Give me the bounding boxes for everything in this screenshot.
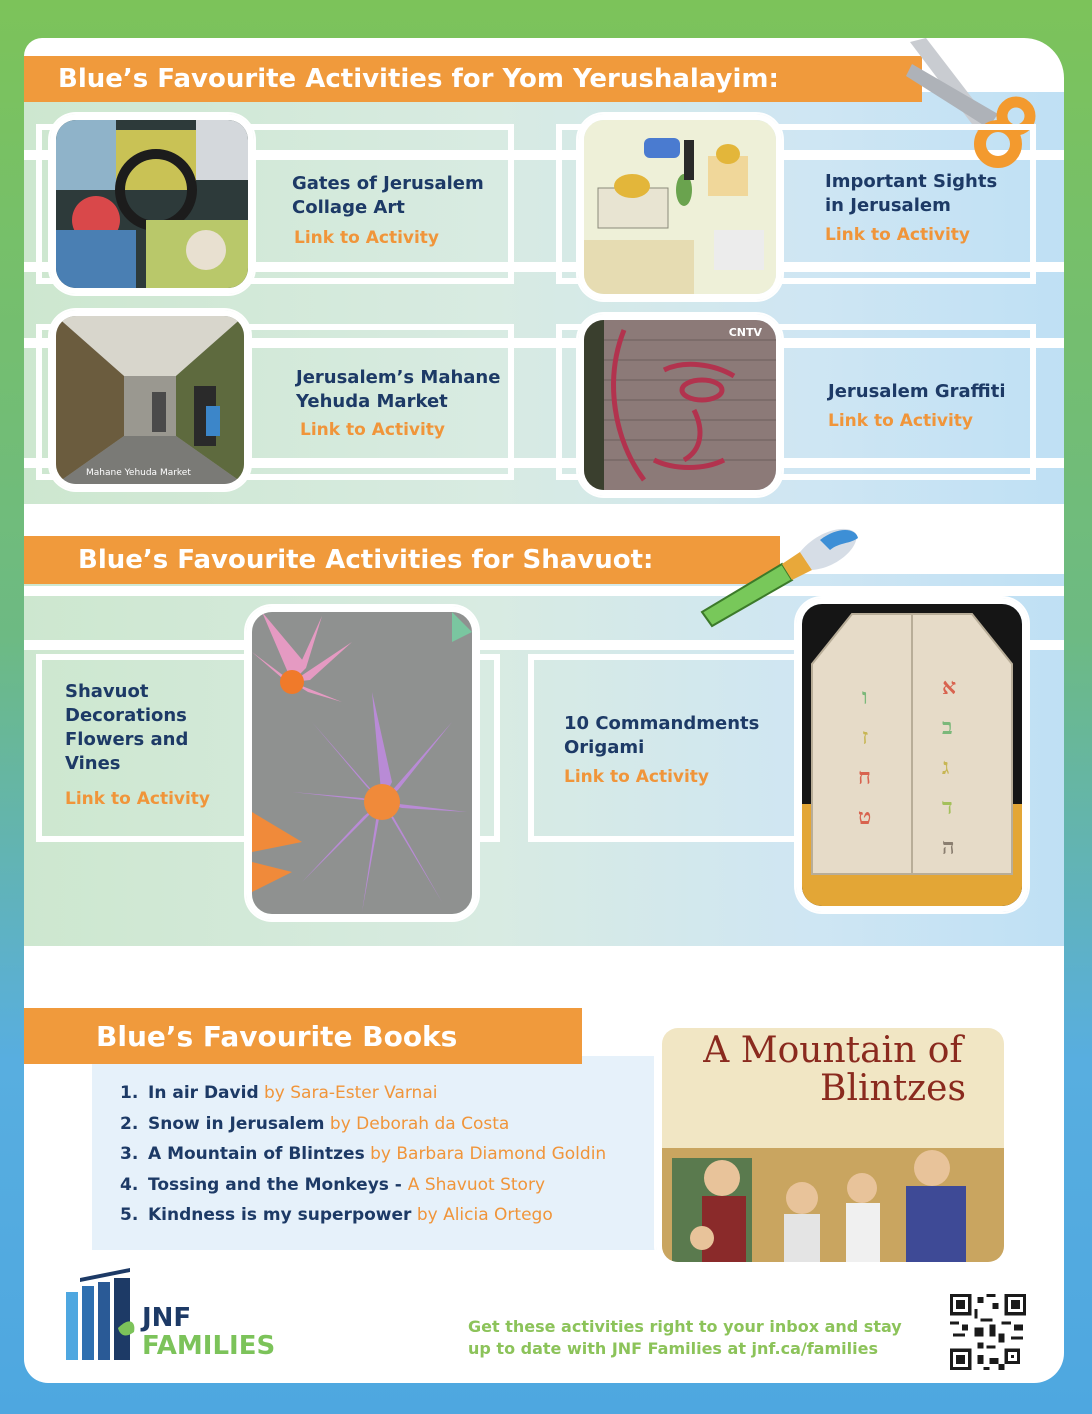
svg-text:ח: ח	[858, 764, 872, 790]
svg-text:ג: ג	[942, 754, 950, 780]
svg-text:ה: ה	[942, 834, 955, 860]
book-number: 4.	[120, 1174, 139, 1195]
activity-title	[292, 172, 484, 220]
svg-text:ט: ט	[858, 804, 872, 830]
books-list	[120, 1078, 606, 1231]
book-number: 3.	[120, 1144, 139, 1164]
list-item	[120, 1078, 606, 1109]
title-line: Gates of Jerusalem	[292, 173, 484, 194]
cover-title-line: Blintzes	[820, 1068, 966, 1109]
cover-title-line: A Mountain of	[703, 1030, 963, 1071]
book-title: In air David	[148, 1083, 259, 1103]
footer-cta	[468, 1316, 902, 1360]
title-line: Important Sights	[825, 171, 998, 192]
book-number: 2.	[120, 1113, 139, 1134]
list-item	[120, 1200, 606, 1231]
title-line: Flowers and	[65, 729, 189, 750]
graffiti-photo	[578, 314, 782, 496]
title-line: Yehuda Market	[296, 391, 448, 412]
book-title: Tossing and the Monkeys -	[148, 1174, 408, 1195]
activity-title	[828, 380, 1006, 404]
book-author: by Sara-Ester Varnai	[258, 1083, 438, 1103]
shavuot-heading: Blue’s Favourite Activities for Shavuot:	[78, 545, 654, 575]
title-line: Collage Art	[292, 197, 405, 218]
activity-link[interactable]: Link to Activity	[828, 411, 974, 431]
jnf-logo-icon	[64, 1268, 136, 1362]
title-line: Origami	[564, 737, 645, 758]
activity-title	[825, 170, 997, 218]
title-line: Jerusalem Graffiti	[828, 381, 1006, 402]
shavuot-heading-banner	[24, 536, 780, 584]
activity-link[interactable]: Link to Activity	[294, 228, 440, 248]
collage-art-photo	[50, 114, 254, 294]
book-title: Kindness is my superpower	[148, 1205, 412, 1225]
list-item	[120, 1139, 606, 1170]
origami-tablets-photo	[796, 598, 1028, 912]
activity-link[interactable]: Link to Activity	[300, 420, 446, 440]
cta-line: Get these activities right to your inbox and stay	[468, 1317, 902, 1336]
qr-code-icon[interactable]	[950, 1294, 1026, 1370]
svg-text:ו: ו	[862, 684, 868, 710]
title-line: Decorations	[65, 705, 187, 726]
activity-link[interactable]: Link to Activity	[65, 789, 211, 809]
cta-line: up to date with JNF Families at jnf.ca/families	[468, 1339, 878, 1358]
books-heading: Blue’s Favourite Books	[96, 1019, 458, 1053]
photo-watermark: CNTV	[728, 326, 762, 339]
title-line: 10 Commandments	[564, 713, 760, 734]
activity-link[interactable]: Link to Activity	[564, 767, 710, 787]
activity-title	[564, 712, 759, 760]
books-heading-banner	[24, 1008, 582, 1064]
title-line: in Jerusalem	[825, 195, 951, 216]
yom-heading-banner	[24, 56, 922, 102]
list-item	[120, 1170, 606, 1201]
market-photo	[50, 310, 250, 490]
yom-heading: Blue’s Favourite Activities for Yom Yerushalayim:	[58, 64, 779, 94]
photo-caption: Mahane Yehuda Market	[86, 468, 191, 478]
logo-jnf: JNF	[142, 1303, 192, 1333]
activity-title	[296, 366, 500, 414]
title-line: Vines	[65, 753, 121, 774]
title-line: Shavuot	[65, 681, 149, 702]
book-author: by Alicia Ortego	[411, 1205, 553, 1225]
svg-text:ד: ד	[942, 794, 953, 820]
book-cover-title	[662, 1032, 1004, 1108]
book-author: by Deborah da Costa	[324, 1113, 510, 1134]
paper-flowers-photo	[246, 606, 478, 920]
book-title: A Mountain of Blintzes	[148, 1144, 365, 1164]
book-author: A Shavuot Story	[407, 1174, 546, 1195]
divider	[24, 586, 1064, 596]
jerusalem-map-photo	[578, 114, 782, 300]
activity-link[interactable]: Link to Activity	[825, 225, 971, 245]
book-number: 1.	[120, 1083, 139, 1103]
book-number: 5.	[120, 1205, 139, 1225]
list-item	[120, 1109, 606, 1140]
logo-text	[142, 1304, 275, 1360]
svg-text:ז: ז	[862, 724, 869, 750]
logo-families: FAMILIES	[142, 1331, 276, 1361]
book-title: Snow in Jerusalem	[148, 1113, 325, 1134]
svg-text:א: א	[942, 674, 957, 700]
book-cover-image	[656, 1022, 1010, 1268]
title-line: Jerusalem’s Mahane	[296, 367, 501, 388]
svg-text:ב: ב	[942, 714, 953, 740]
book-author: by Barbara Diamond Goldin	[364, 1144, 607, 1164]
activity-title	[65, 680, 188, 776]
